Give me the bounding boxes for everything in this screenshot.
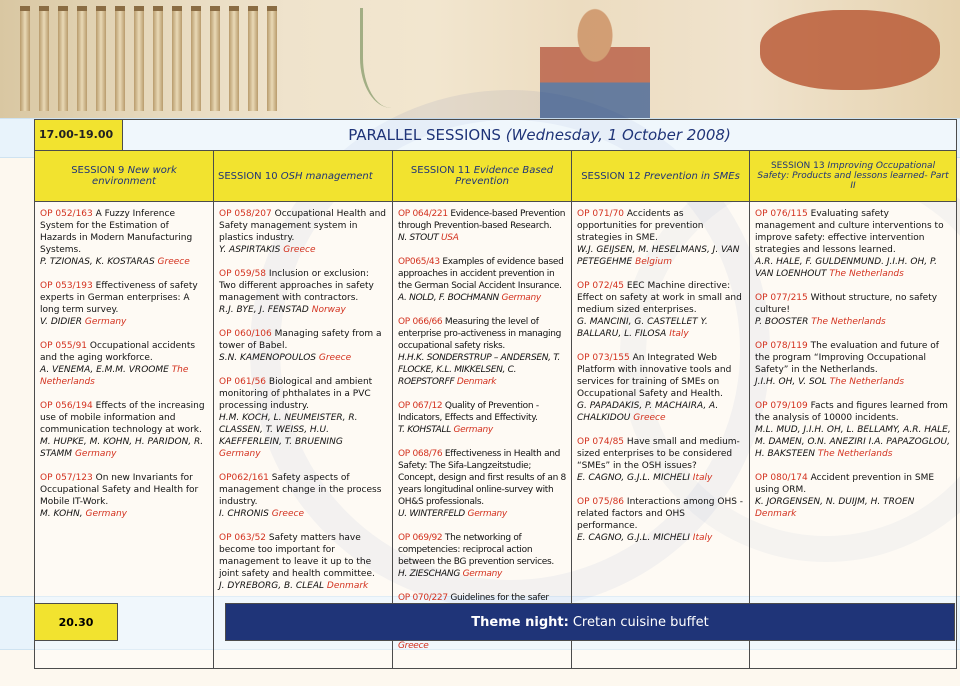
paper-entry (40, 208, 208, 268)
paper-title (219, 328, 387, 352)
author-names: H. ZIESCHANG (398, 569, 461, 579)
paper-authors (577, 472, 744, 484)
session-name: OSH management (280, 170, 373, 182)
author-names: I. CHRONIS (219, 509, 269, 519)
paper-text: A Fuzzy Inference System for the Estimation of Hazards in Modern Manufacturing Systems. (40, 209, 193, 255)
author-names: W.J. GEIJSEN, M. HESELMANS, J. VAN PETEGEHME (577, 245, 740, 267)
paper-entry (398, 316, 566, 388)
paper-text: Examples of evidence based approaches in accident prevention in the German Social Accident Insurance. (398, 257, 564, 291)
evening-time-slot: 20.30 (34, 603, 118, 641)
session-column (572, 202, 750, 669)
paper-entry (755, 340, 951, 388)
paper-text: Evaluating safety management and culture interventions to improve safety: effective intervention strategies and lessons learned. (755, 209, 944, 255)
fresco-bull-illustration (760, 10, 940, 90)
paper-code: OP 060/106 (219, 329, 272, 339)
paper-authors (755, 316, 951, 328)
paper-title (398, 316, 566, 352)
author-names: V. DIDIER (40, 317, 82, 327)
paper-entry (577, 496, 744, 544)
author-country: Germany (467, 509, 507, 519)
session-heading-11 (393, 151, 572, 202)
session-name: Improving Occupational Safety: Products and lessons learned- Part II (757, 161, 949, 191)
fresco-plant-illustration (360, 8, 423, 108)
author-names: Y. ASPIRTAKIS (219, 245, 281, 255)
session-heading-12 (572, 151, 750, 202)
session-name: Prevention in SMEs (643, 170, 740, 182)
title-text: PARALLEL SESSIONS (348, 126, 501, 144)
paper-authors (219, 304, 387, 316)
page-title (123, 120, 957, 151)
paper-entry (398, 532, 566, 580)
paper-authors (219, 412, 387, 460)
paper-code: OP 074/85 (577, 437, 625, 447)
author-names: H.M. KOCH, L. NEUMEISTER, R. CLASSEN, T. WEISS, H.U. KAEFFERLEIN, T. BRUENING (219, 413, 358, 447)
author-country: Belgium (635, 257, 672, 267)
paper-authors (40, 316, 208, 328)
author-names: M. HUPKE, M. KOHN, H. PARIDON, R. STAMM (40, 437, 204, 459)
author-names: U. WINTERFELD (398, 509, 465, 519)
author-country: Italy (692, 533, 713, 543)
paper-entry (755, 292, 951, 328)
author-country: Italy (669, 329, 689, 339)
paper-text: Accidents as opportunities for prevention strategies in SME. (577, 209, 704, 243)
paper-code: OP 056/194 (40, 401, 93, 411)
paper-text: An Integrated Web Platform with innovative tools and services for training of SMEs on Occupational Safety and Health. (577, 353, 732, 399)
paper-code: OP 078/119 (755, 341, 808, 351)
paper-title (219, 472, 387, 508)
paper-entry (40, 340, 208, 388)
author-country: Greece (633, 413, 666, 423)
author-names: M. KOHN, (40, 509, 83, 519)
paper-code: OP 073/155 (577, 353, 630, 363)
paper-authors (40, 256, 208, 268)
paper-code: OP 069/92 (398, 533, 443, 543)
paper-authors (398, 568, 566, 580)
author-names: E. CAGNO, G.J.L. MICHELI (577, 473, 690, 483)
paper-title (577, 352, 744, 400)
author-country: Denmark (755, 509, 797, 519)
author-country: Germany (462, 569, 503, 579)
session-heading-10 (214, 151, 393, 202)
paper-title (219, 376, 387, 412)
paper-authors (219, 580, 387, 592)
paper-entry (40, 472, 208, 520)
paper-text: On new Invariants for Occupational Safety and Health for Mobile IT-Work. (40, 473, 199, 507)
paper-title (755, 400, 951, 424)
paper-code: OP 070/227 (398, 593, 448, 603)
paper-authors (40, 436, 208, 460)
author-country: Italy (692, 473, 713, 483)
theme-label: Theme night: (471, 614, 569, 630)
session-column (750, 202, 957, 669)
paper-text: Facts and figures learned from the analysis of 10000 incidents. (755, 401, 948, 423)
paper-text: Inclusion or exclusion: Two different approaches in safety management with contractors. (219, 269, 374, 303)
paper-text: Occupational accidents and the aging workforce. (40, 341, 196, 363)
paper-entry (219, 376, 387, 460)
paper-title (219, 268, 387, 304)
paper-text: Safety matters have become too important for management to leave it up to the joint safety and health committee. (219, 533, 375, 579)
theme-night-banner (225, 603, 955, 641)
paper-code: OP 052/163 (40, 209, 93, 219)
paper-code: OP 076/115 (755, 209, 808, 219)
author-names: S.N. KAMENOPOULOS (219, 353, 316, 363)
paper-entry (577, 436, 744, 484)
paper-code: OP 080/174 (755, 473, 808, 483)
paper-title (755, 472, 951, 496)
paper-entry (577, 352, 744, 424)
paper-entry (40, 400, 208, 460)
paper-code: OP065/43 (398, 257, 440, 267)
author-names: K. JORGENSEN, N. DUIJM, H. TROEN (755, 497, 915, 507)
paper-authors (40, 508, 208, 520)
paper-authors (40, 364, 208, 388)
author-country: The Netherlands (829, 377, 905, 387)
paper-authors (577, 244, 744, 268)
paper-code: OP 072/45 (577, 281, 625, 291)
author-names: E. CAGNO, G.J.L. MICHELI (577, 533, 690, 543)
table-header-row (35, 120, 957, 151)
paper-text: Have small and medium-sized enterprises to be considered “SMEs” in the OSH issues? (577, 437, 740, 471)
author-names: A. NOLD, F. BOCHMANN (398, 293, 499, 303)
author-country: Germany (219, 449, 261, 459)
session-name: Evidence Based Prevention (455, 165, 554, 187)
paper-authors (219, 352, 387, 364)
paper-title (40, 400, 208, 436)
paper-title (577, 496, 744, 532)
author-names: J. DYREBORG, B. CLEAL (219, 581, 325, 591)
session-number: SESSION 12 (581, 170, 641, 182)
paper-code: OP 079/109 (755, 401, 808, 411)
paper-text: Accident prevention in SME using ORM. (755, 473, 935, 495)
paper-title (577, 436, 744, 472)
paper-code: OP 053/193 (40, 281, 93, 291)
paper-authors (577, 400, 744, 424)
paper-entry (40, 280, 208, 328)
author-country: Greece (157, 257, 190, 267)
paper-code: OP 061/56 (219, 377, 267, 387)
paper-entry (398, 256, 566, 304)
author-names: P. TZIONAS, K. KOSTARAS (40, 257, 155, 267)
paper-title (577, 280, 744, 316)
author-country: Norway (311, 305, 346, 315)
session-column (35, 202, 214, 669)
session-column (393, 202, 572, 669)
paper-text: Without structure, no safety culture! (755, 293, 938, 315)
author-country: Germany (453, 425, 493, 435)
paper-entry (219, 532, 387, 592)
paper-code: OP 067/12 (398, 401, 443, 411)
paper-code: OP 057/123 (40, 473, 93, 483)
paper-entry (755, 400, 951, 460)
paper-code: OP 064/221 (398, 209, 448, 219)
paper-text: The evaluation and future of the program “Improving Occupational Safety” in the Netherlands. (755, 341, 939, 375)
author-names: T. KOHSTALL (398, 425, 451, 435)
time-slot: 17.00-19.00 (35, 120, 123, 151)
paper-entry (577, 280, 744, 340)
paper-title (398, 256, 566, 292)
session-heading-13 (750, 151, 957, 202)
session-column (214, 202, 393, 669)
paper-title (755, 340, 951, 376)
paper-entry (398, 448, 566, 520)
session-heading-row (35, 151, 957, 202)
author-country: Denmark (326, 581, 369, 591)
author-country: The Netherlands (40, 365, 189, 387)
paper-code: OP 063/52 (219, 533, 267, 543)
paper-title (398, 532, 566, 568)
paper-authors (577, 316, 744, 340)
paper-title (40, 280, 208, 316)
session-name: New work environment (92, 165, 177, 187)
paper-title (40, 340, 208, 364)
paper-text: Interactions among OHS - related factors and OHS performance. (577, 497, 744, 531)
paper-text: The networking of competencies: reciprocal action between the BG prevention services. (398, 533, 554, 567)
author-names: H.H.K. SONDERSTRUP – ANDERSEN, T. FLOCKE, K.L. MIKKELSEN, C. ROEPSTORFF (398, 353, 560, 387)
author-country: Germany (84, 317, 127, 327)
author-country: USA (441, 233, 459, 243)
paper-entry (398, 400, 566, 436)
paper-title (219, 532, 387, 580)
author-country: Germany (74, 449, 117, 459)
paper-code: OP 071/70 (577, 209, 625, 219)
paper-code: OP 077/215 (755, 293, 808, 303)
paper-entry (755, 208, 951, 280)
author-country: Germany (85, 509, 127, 519)
paper-text: Evidence-based Prevention through Prevention-based Research. (398, 209, 566, 231)
paper-text: Safety aspects of management change in the process industry. (219, 473, 382, 507)
author-names: M.L. MUD, J.I.H. OH, L. BELLAMY, A.R. HALE, M. DAMEN, O.N. ANEZIRI I.A. PAPAZOGLOU, H. BAKSTEEN (755, 425, 951, 459)
paper-code: OP 068/76 (398, 449, 443, 459)
author-country: Germany (501, 293, 541, 303)
author-country: The Netherlands (829, 269, 904, 279)
paper-text: Effectiveness in Health and Safety: The Sifa-Langzeitstudie; Concept, design and first results of an 8 years longitudinal online-survey with OH&S professionals. (398, 449, 566, 507)
paper-text: EEC Machine directive: Effect on safety at work in small and medium sized enterprises. (577, 281, 742, 315)
paper-title (577, 208, 744, 244)
paper-text: Biological and ambient monitoring of phthalates in a PVC processing industry. (219, 377, 373, 411)
author-country: Denmark (456, 377, 497, 387)
paper-authors (577, 532, 744, 544)
paper-title (398, 400, 566, 424)
paper-authors (755, 496, 951, 520)
author-names: N. STOUT (398, 233, 439, 243)
paper-code: OP 055/91 (40, 341, 88, 351)
paper-authors (398, 352, 566, 388)
paper-title (40, 472, 208, 508)
paper-entry (755, 472, 951, 520)
paper-text: Managing safety from a tower of Babel. (219, 329, 382, 351)
paper-entry (398, 208, 566, 244)
theme-value: Cretan cuisine buffet (572, 614, 709, 630)
author-names: G. MANCINI, G. CASTELLET Y. BALLARU, L. FILOSA (577, 317, 708, 339)
paper-authors (398, 424, 566, 436)
author-names: G. PAPADAKIS, P. MACHAIRA, A. CHALKIDOU (577, 401, 719, 423)
paper-code: OP 059/58 (219, 269, 267, 279)
paper-text: Occupational Health and Safety management system in plastics industry. (219, 209, 387, 243)
session-number: SESSION 11 (410, 165, 471, 176)
author-country: Greece (271, 509, 304, 519)
paper-authors (219, 244, 387, 256)
title-date: (Wednesday, 1 October 2008) (505, 126, 731, 144)
author-names: P. BOOSTER (755, 317, 809, 327)
paper-code: OP 075/86 (577, 497, 625, 507)
paper-entry (219, 268, 387, 316)
paper-title (398, 208, 566, 232)
paper-entry (219, 472, 387, 520)
paper-text: Measuring the level of enterprise pro-activeness in managing occupational safety risks. (398, 317, 562, 351)
paper-text: Guidelines for the safer (450, 593, 549, 603)
author-country: Greece (283, 245, 316, 255)
paper-title (40, 208, 208, 256)
paper-entry (577, 208, 744, 268)
session-number: SESSION 9 (71, 165, 125, 176)
author-names: A.R. HALE, F. GULDENMUND. J.I.H. OH, P. VAN LOENHOUT (755, 257, 938, 279)
paper-text: Effectiveness of safety experts in German enterprises: A long term survey. (40, 281, 198, 315)
session-content-row (35, 202, 957, 669)
paper-title (755, 208, 951, 256)
paper-title (755, 292, 951, 316)
paper-authors (219, 508, 387, 520)
session-number: SESSION 13 (770, 161, 825, 171)
paper-title (219, 208, 387, 244)
paper-authors (398, 292, 566, 304)
paper-authors (755, 256, 951, 280)
author-country: Greece (398, 641, 429, 651)
paper-authors (755, 424, 951, 460)
author-names: A. VENEMA, E.M.M. VROOME (40, 365, 169, 375)
author-country: Greece (318, 353, 352, 363)
session-heading-9 (35, 151, 214, 202)
author-country: The Netherlands (817, 449, 893, 459)
session-number: SESSION 10 (218, 170, 278, 182)
palace-columns-illustration (20, 6, 277, 111)
author-country: The Netherlands (811, 317, 886, 327)
paper-authors (755, 376, 951, 388)
paper-code: OP 058/207 (219, 209, 272, 219)
paper-text: Effects of the increasing use of mobile information and communication technology at work. (40, 401, 205, 435)
paper-authors (398, 232, 566, 244)
author-names: R.J. BYE, J. FENSTAD (219, 305, 309, 315)
paper-code: OP062/161 (219, 473, 269, 483)
paper-title (398, 448, 566, 508)
parallel-sessions-table (34, 119, 957, 669)
paper-entry (219, 328, 387, 364)
paper-text: Quality of Prevention - Indicators, Effects and Effectivity. (398, 401, 539, 423)
paper-entry (219, 208, 387, 256)
paper-code: OP 066/66 (398, 317, 443, 327)
paper-authors (398, 508, 566, 520)
author-names: J.I.H. OH, V. SOL (755, 377, 827, 387)
